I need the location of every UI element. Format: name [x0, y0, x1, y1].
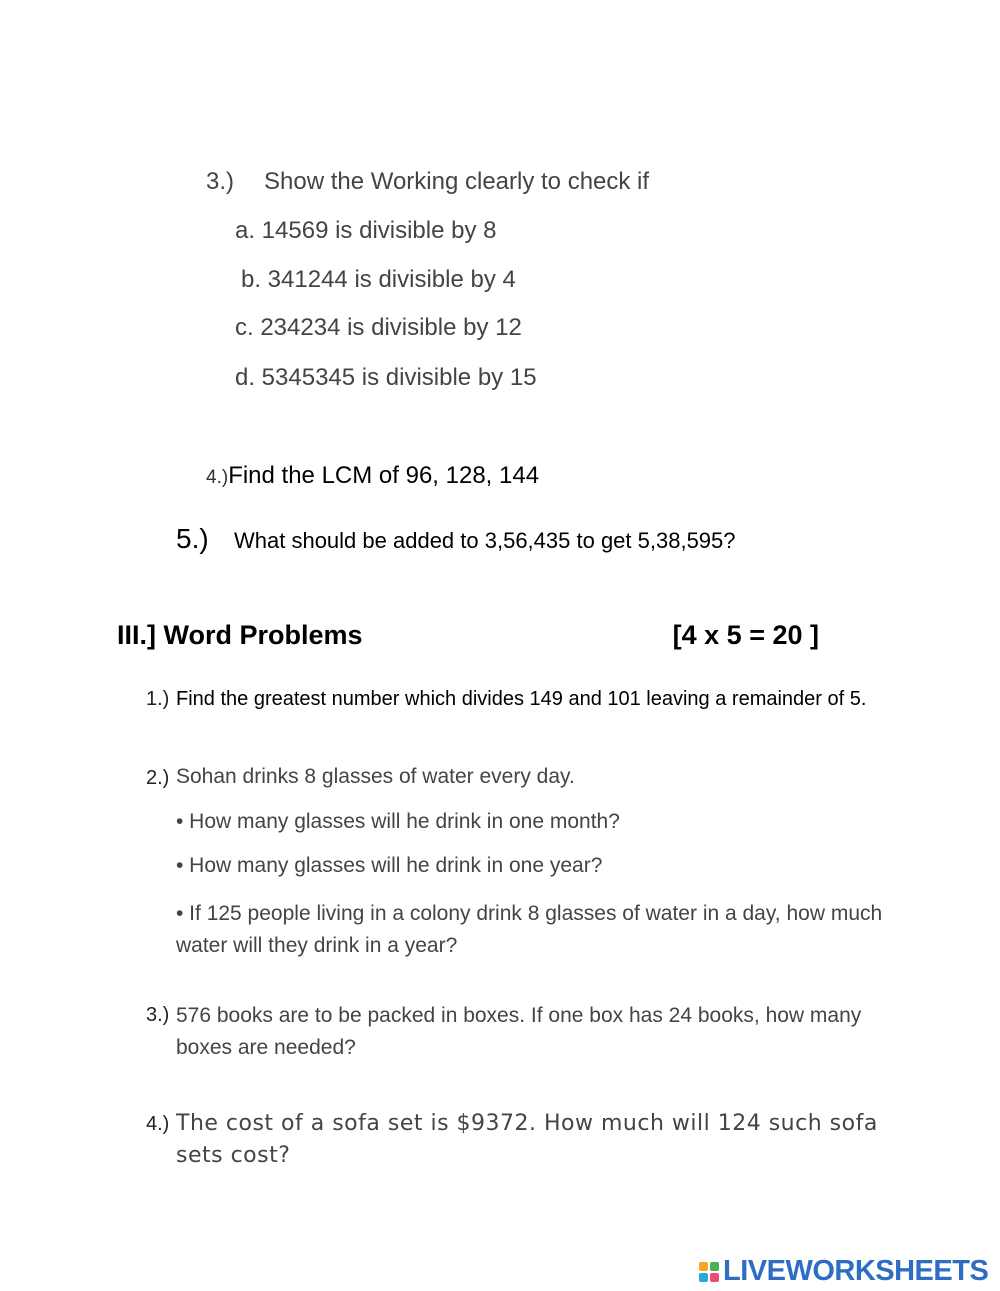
word-problem-3-text: 576 books are to be packed in boxes. If one box has 24 books, how many boxes are needed?: [176, 1004, 862, 1059]
word-problem-2-number: 2.): [146, 767, 170, 789]
logo-tile-1: [699, 1262, 708, 1271]
word-problem-4-text: The cost of a sofa set is $9372. How much will 124 such sofa sets cost?: [176, 1111, 878, 1168]
word-problem-2-bullet-3: • If 125 people living in a colony drink 8 glasses of water in a day, how much water will they drink in a year?: [176, 902, 883, 957]
liveworksheets-logo[interactable]: [699, 1255, 988, 1288]
question-3-part-b: b. 341244 is divisible by 4: [241, 266, 516, 293]
logo-tile-4: [710, 1273, 719, 1282]
word-problem-3-number: 3.): [146, 1004, 170, 1026]
word-problem-2-bullet-2: • How many glasses will he drink in one year?: [176, 854, 603, 877]
question-3-part-d: d. 5345345 is divisible by 15: [235, 364, 537, 391]
word-problem-2-bullet-1: • How many glasses will he drink in one month?: [176, 810, 620, 833]
question-3-part-c: c. 234234 is divisible by 12: [235, 314, 522, 341]
question-3-part-a: a. 14569 is divisible by 8: [235, 217, 497, 244]
question-5-number: 5.): [176, 523, 209, 554]
word-problem-1-text: Find the greatest number which divides 149 and 101 leaving a remainder of 5.: [176, 688, 867, 710]
section-heading: [117, 620, 819, 651]
question-3-text: Show the Working clearly to check if: [264, 168, 650, 195]
question-4-number: 4.): [206, 467, 229, 488]
logo-tile-3: [699, 1273, 708, 1282]
word-problem-1-number: 1.): [146, 688, 170, 710]
question-3-number: 3.): [206, 168, 235, 195]
word-problem-2-text: Sohan drinks 8 glasses of water every day.: [176, 765, 575, 788]
section-title: III.] Word Problems: [117, 620, 363, 650]
question-4: [206, 462, 539, 490]
question-3: [206, 168, 649, 196]
liveworksheets-logo-icon: [699, 1262, 719, 1282]
question-4-text: Find the LCM of 96, 128, 144: [228, 462, 540, 489]
logo-text: LIVEWORKSHEETS: [723, 1255, 989, 1287]
word-problem-4-number: 4.): [146, 1113, 170, 1135]
question-5: [176, 523, 736, 555]
section-marks: [4 x 5 = 20 ]: [672, 620, 819, 650]
logo-tile-2: [710, 1262, 719, 1271]
question-5-text: What should be added to 3,56,435 to get 5,38,595?: [234, 528, 736, 553]
